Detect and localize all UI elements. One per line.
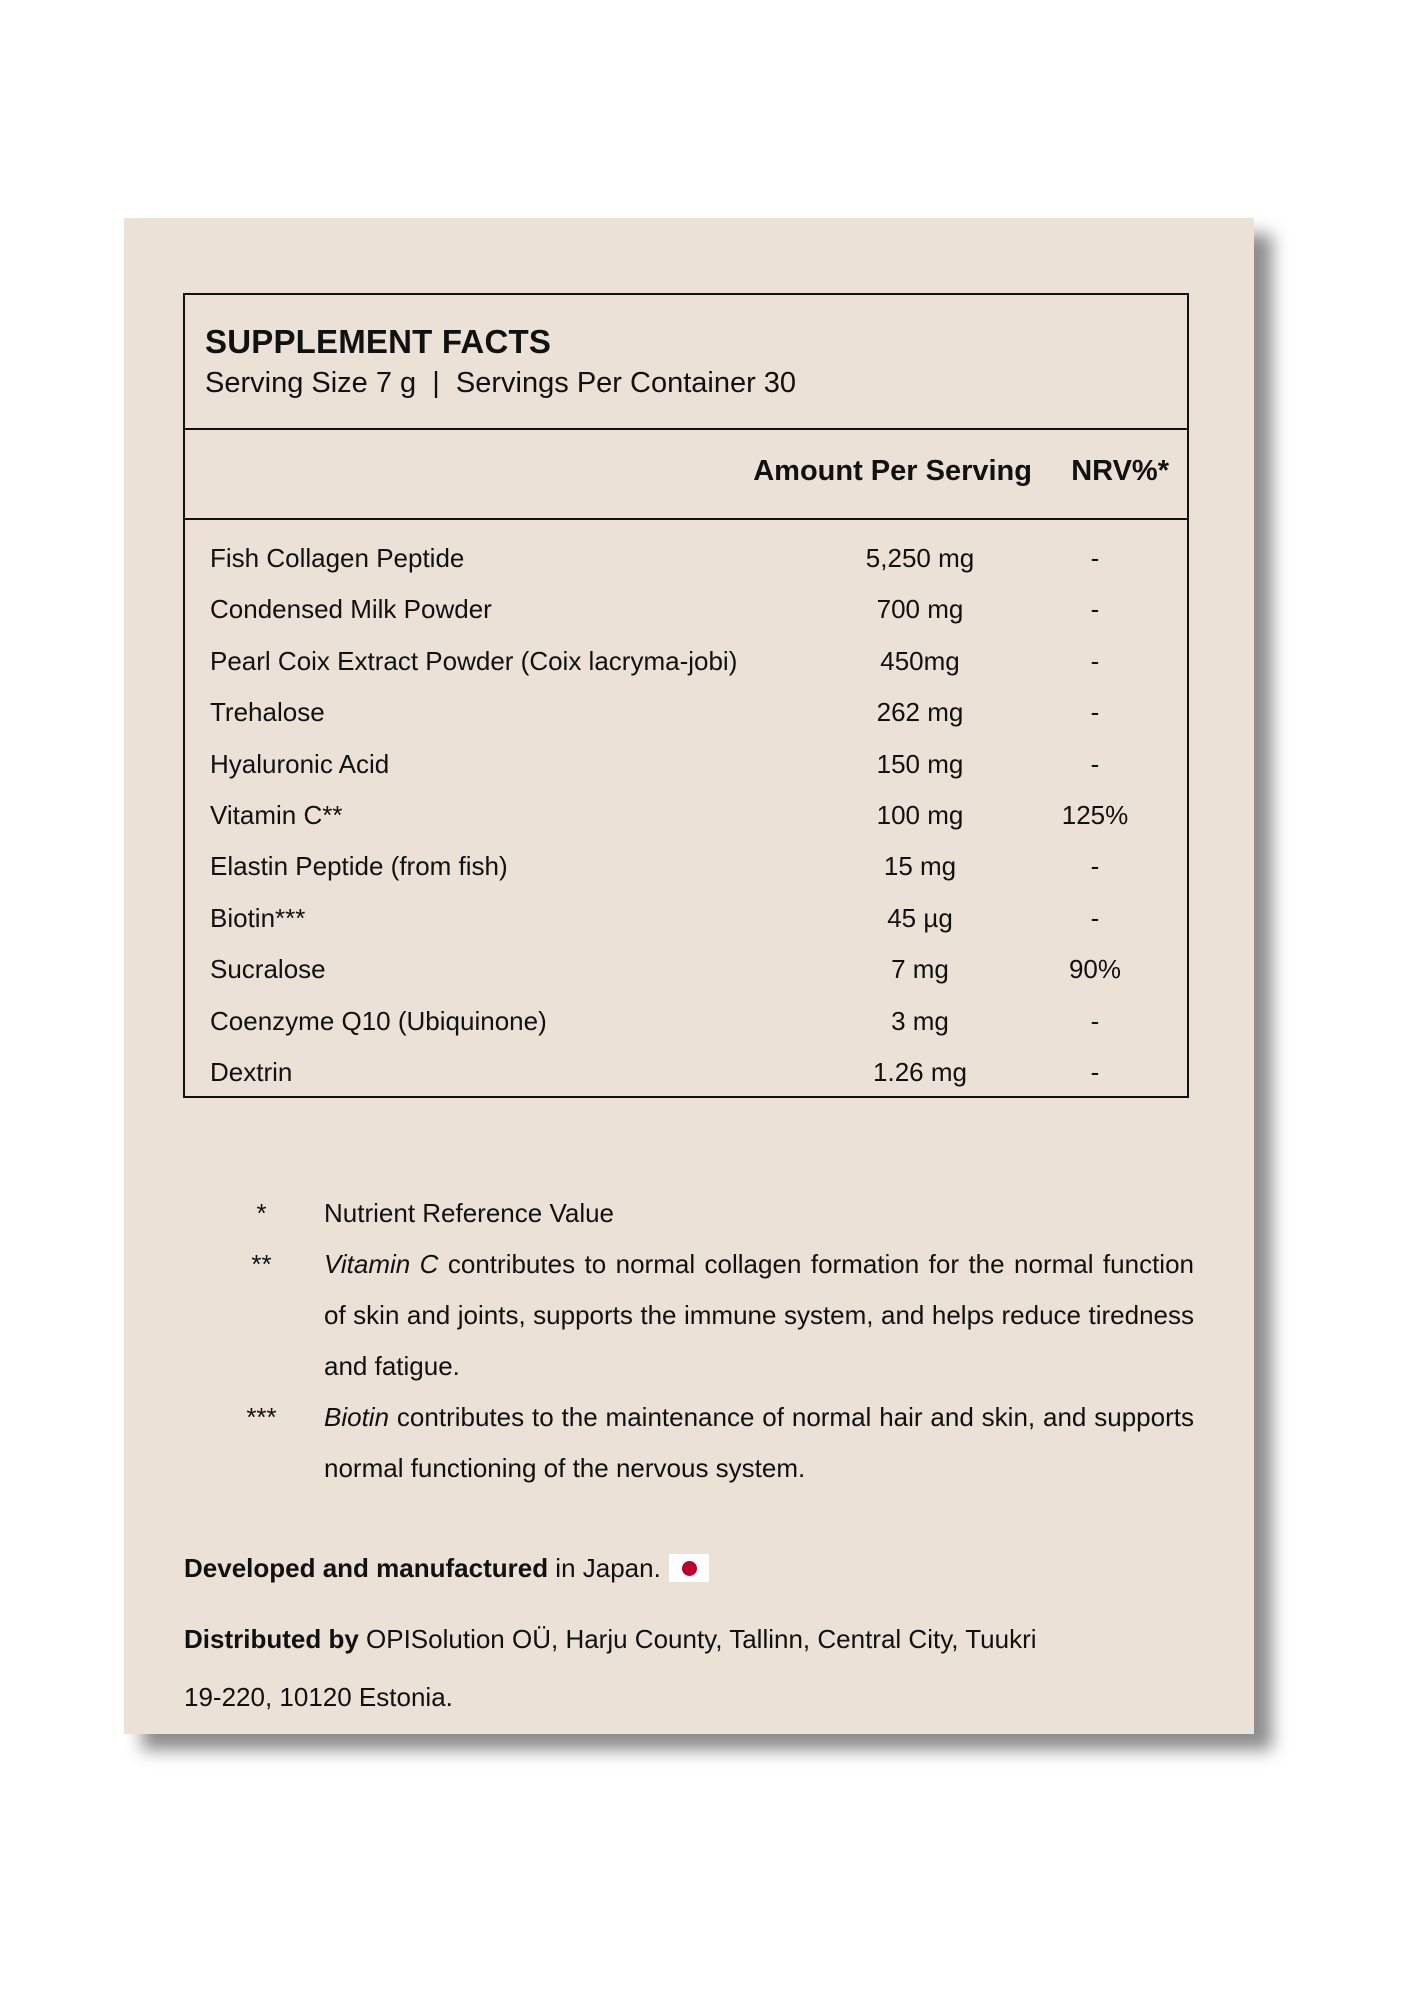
ingredient-nrv: - [1090,594,1100,625]
table-row [185,586,1187,637]
ingredient-name: Condensed Milk Powder [210,594,492,625]
ingredient-name: Elastin Peptide (from fish) [210,851,508,882]
ingredient-nrv: - [1090,851,1100,882]
label-card [124,218,1254,1734]
ingredient-nrv: - [1090,543,1100,573]
ingredient-nrv: - [1090,902,1100,933]
ingredient-amount: 262 mg [876,697,964,728]
table-row [185,1049,1187,1100]
ingredient-nrv: - [1090,748,1100,779]
footnotes [224,1188,1194,1494]
table-row [185,946,1187,997]
ingredient-name: Sucralose [210,954,326,985]
nrv-column-header: NRV%* [1071,455,1169,487]
ingredient-amount: 3 mg [891,1005,949,1036]
ingredient-amount: 700 mg [876,594,964,625]
distributor-line1: OPISolution OÜ, Harju County, Tallinn, Central City, Tuukri [358,1624,1037,1654]
serving-info: Serving Size 7 g | Servings Per Container 30 [205,367,797,399]
ingredient-nrv: - [1090,1005,1100,1036]
footnote-text: contributes to the maintenance of normal hair and skin, and supports normal functioning of the nervous system. [324,1402,1194,1483]
ingredient-amount: 150 mg [876,748,964,779]
ingredient-nrv: 125% [1061,799,1129,830]
ingredient-name: Pearl Coix Extract Powder (Coix lacryma-jobi) [210,645,738,676]
table-row [185,535,1187,586]
table-row [185,638,1187,689]
footnote-italic-term: Biotin [324,1402,390,1432]
amount-column-header: Amount Per Serving [753,455,1032,487]
distributor-line2: 19-220, 10120 Estonia. [184,1682,453,1712]
ingredient-amount: 15 mg [883,851,957,882]
origin-text: in Japan. [548,1553,661,1583]
table-row [185,843,1187,894]
footnote-marker: *** [246,1402,277,1432]
origin-statement [184,1553,709,1584]
ingredient-nrv: - [1090,645,1100,676]
table-row [185,689,1187,740]
ingredient-nrv: 90% [1068,954,1122,985]
ingredient-amount: 5,250 mg [865,543,975,573]
origin-bold: Developed and manufactured [184,1553,549,1583]
japan-flag-icon [669,1554,709,1582]
footnote-biotin [224,1392,1194,1494]
footnote-italic-term: Vitamin C [324,1249,439,1279]
ingredient-amount: 450mg [880,645,960,676]
ingredient-name: Coenzyme Q10 (Ubiquinone) [210,1005,547,1036]
column-headers [185,430,1187,520]
footnote-vitamin-c [224,1239,1194,1392]
ingredient-name: Vitamin C** [210,799,343,830]
ingredient-name: Fish Collagen Peptide [210,543,465,573]
ingredient-name: Dextrin [210,1056,293,1087]
facts-title: SUPPLEMENT FACTS [205,323,552,360]
ingredient-name: Biotin*** [210,902,306,933]
footnote-text: Nutrient Reference Value [324,1198,615,1228]
ingredient-name: Hyaluronic Acid [210,748,390,779]
table-row [185,998,1187,1049]
table-row [185,895,1187,946]
table-row [185,741,1187,792]
ingredient-amount: 100 mg [876,799,964,830]
table-row [185,792,1187,843]
ingredient-name: Trehalose [210,697,325,728]
footnote-marker: ** [251,1249,272,1279]
ingredient-amount: 7 mg [891,954,949,985]
footnote-nrv [224,1188,1194,1239]
facts-header [185,295,1187,430]
ingredient-nrv: - [1090,697,1100,728]
distributor-bold: Distributed by [184,1624,359,1654]
distributor-statement [184,1610,1144,1726]
footnote-text: contributes to normal collagen formation for the normal function of skin and joints, supports the immune system, and helps reduce tiredness and fatigue. [324,1249,1194,1381]
footnote-marker: * [256,1198,267,1228]
ingredient-amount: 45 µg [887,902,953,933]
ingredient-rows [185,535,1187,1100]
ingredient-amount: 1.26 mg [873,1056,967,1087]
supplement-facts-table [183,293,1189,1098]
ingredient-nrv: - [1090,1056,1100,1087]
